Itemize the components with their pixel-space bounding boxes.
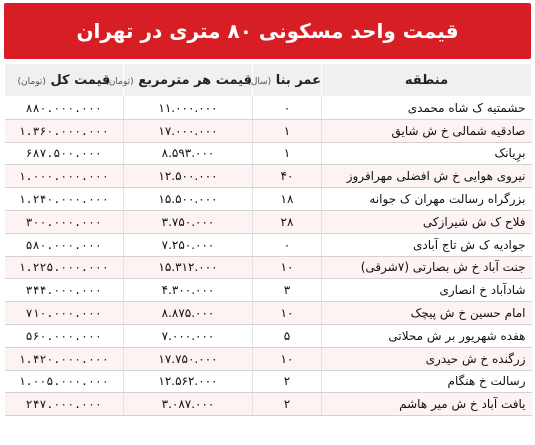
cell-age: ۴۰ (253, 165, 322, 188)
cell-total-price: ۵۸۰.۰۰۰.۰۰۰ (5, 233, 124, 256)
cell-age: ۲ (253, 370, 322, 393)
header-age-unit: (سال) (247, 76, 272, 87)
cell-total-price: ۱.۰۰۵.۰۰۰.۰۰۰ (5, 370, 124, 393)
cell-price-per-meter: ۸.۵۹۳.۰۰۰ (124, 142, 253, 165)
cell-price-per-meter: ۳.۷۵۰.۰۰۰ (124, 210, 253, 233)
table-row (5, 370, 532, 393)
cell-area: حشمتیه ک شاه محمدی (322, 97, 532, 120)
cell-total-price: ۲۴۷.۰۰۰.۰۰۰ (5, 393, 124, 416)
table-row (5, 119, 532, 142)
cell-price-per-meter: ۳.۰۸۷.۰۰۰ (124, 393, 253, 416)
cell-total-price: ۸۸۰.۰۰۰.۰۰۰ (5, 97, 124, 120)
header-price-per-meter: قیمت هر مترمربع (تومان) (124, 64, 253, 97)
cell-total-price: ۱.۲۲۵.۰۰۰.۰۰۰ (5, 256, 124, 279)
cell-area: جنت آباد خ ش بصارتی (۷شرقی) (322, 256, 532, 279)
cell-total-price: ۷۱۰.۰۰۰.۰۰۰ (5, 302, 124, 325)
cell-area: فلاح ک ش شیرازکی (322, 210, 532, 233)
cell-price-per-meter: ۸.۸۷۵.۰۰۰ (124, 302, 253, 325)
cell-price-per-meter: ۱۷.۷۵۰.۰۰۰ (124, 347, 253, 370)
cell-age: ۵ (253, 324, 322, 347)
header-total-price: قیمت کل (تومان) (5, 64, 124, 97)
cell-age: ۱۰ (253, 256, 322, 279)
cell-price-per-meter: ۱۷.۰۰۰.۰۰۰ (124, 119, 253, 142)
table-row (5, 347, 532, 370)
table-body (5, 97, 532, 416)
cell-price-per-meter: ۱۱.۰۰۰.۰۰۰ (124, 97, 253, 120)
cell-total-price: ۱.۴۲۰.۰۰۰.۰۰۰ (5, 347, 124, 370)
table-row (5, 233, 532, 256)
cell-price-per-meter: ۷.۲۵۰.۰۰۰ (124, 233, 253, 256)
cell-area: زرگنده خ ش حیدری (322, 347, 532, 370)
cell-area: نیروی هوایی خ ش افضلی مهرافروز (322, 165, 532, 188)
table-row (5, 210, 532, 233)
price-table (4, 63, 532, 416)
cell-area: صادقیه شمالی خ ش شایق (322, 119, 532, 142)
cell-area: برِیانک (322, 142, 532, 165)
header-area: منطقه (322, 64, 532, 97)
cell-price-per-meter: ۱۲.۵۰۰.۰۰۰ (124, 165, 253, 188)
table-row (5, 324, 532, 347)
table-row (5, 97, 532, 120)
cell-total-price: ۵۶۰.۰۰۰.۰۰۰ (5, 324, 124, 347)
cell-area: رسالت خ هنگام (322, 370, 532, 393)
table-header-row (5, 64, 532, 97)
cell-age: ۳ (253, 279, 322, 302)
cell-age: ۰ (253, 233, 322, 256)
cell-area: بزرگراه رسالت مهران ک جوانه (322, 188, 532, 211)
cell-area: شادآباد خ انصاری (322, 279, 532, 302)
table-row (5, 279, 532, 302)
cell-price-per-meter: ۷.۰۰۰.۰۰۰ (124, 324, 253, 347)
table-row (5, 165, 532, 188)
cell-area: جوادیه ک ش تاج آبادی (322, 233, 532, 256)
cell-total-price: ۳۰۰.۰۰۰.۰۰۰ (5, 210, 124, 233)
cell-age: ۲۸ (253, 210, 322, 233)
cell-total-price: ۱.۲۴۰.۰۰۰.۰۰۰ (5, 188, 124, 211)
table-row (5, 188, 532, 211)
cell-price-per-meter: ۴.۳۰۰.۰۰۰ (124, 279, 253, 302)
cell-area: یافت آباد خ ش میر هاشم (322, 393, 532, 416)
header-total-unit: (تومان) (17, 76, 46, 87)
table-title: قیمت واحد مسکونی ۸۰ متری در تهران (4, 3, 531, 59)
cell-area: امام حسین خ ش پیچک (322, 302, 532, 325)
cell-price-per-meter: ۱۲.۵۶۲.۰۰۰ (124, 370, 253, 393)
cell-total-price: ۳۴۴.۰۰۰.۰۰۰ (5, 279, 124, 302)
cell-total-price: ۶۸۷.۵۰۰.۰۰۰ (5, 142, 124, 165)
cell-age: ۱۸ (253, 188, 322, 211)
table-row (5, 393, 532, 416)
cell-total-price: ۱.۰۰۰.۰۰۰.۰۰۰ (5, 165, 124, 188)
header-age: عمر بنا (سال) (253, 64, 322, 97)
cell-price-per-meter: ۱۵.۵۰۰.۰۰۰ (124, 188, 253, 211)
header-ppm-unit: (تومان) (105, 76, 134, 87)
cell-price-per-meter: ۱۵.۳۱۲.۰۰۰ (124, 256, 253, 279)
cell-age: ۱۰ (253, 302, 322, 325)
table-row (5, 302, 532, 325)
cell-age: ۲ (253, 393, 322, 416)
cell-age: ۱ (253, 119, 322, 142)
cell-total-price: ۱.۳۶۰.۰۰۰.۰۰۰ (5, 119, 124, 142)
cell-age: ۱ (253, 142, 322, 165)
cell-age: ۱۰ (253, 347, 322, 370)
table-row (5, 256, 532, 279)
cell-age: ۰ (253, 97, 322, 120)
cell-area: هفده شهریور بر ش محلاتی (322, 324, 532, 347)
table-row (5, 142, 532, 165)
